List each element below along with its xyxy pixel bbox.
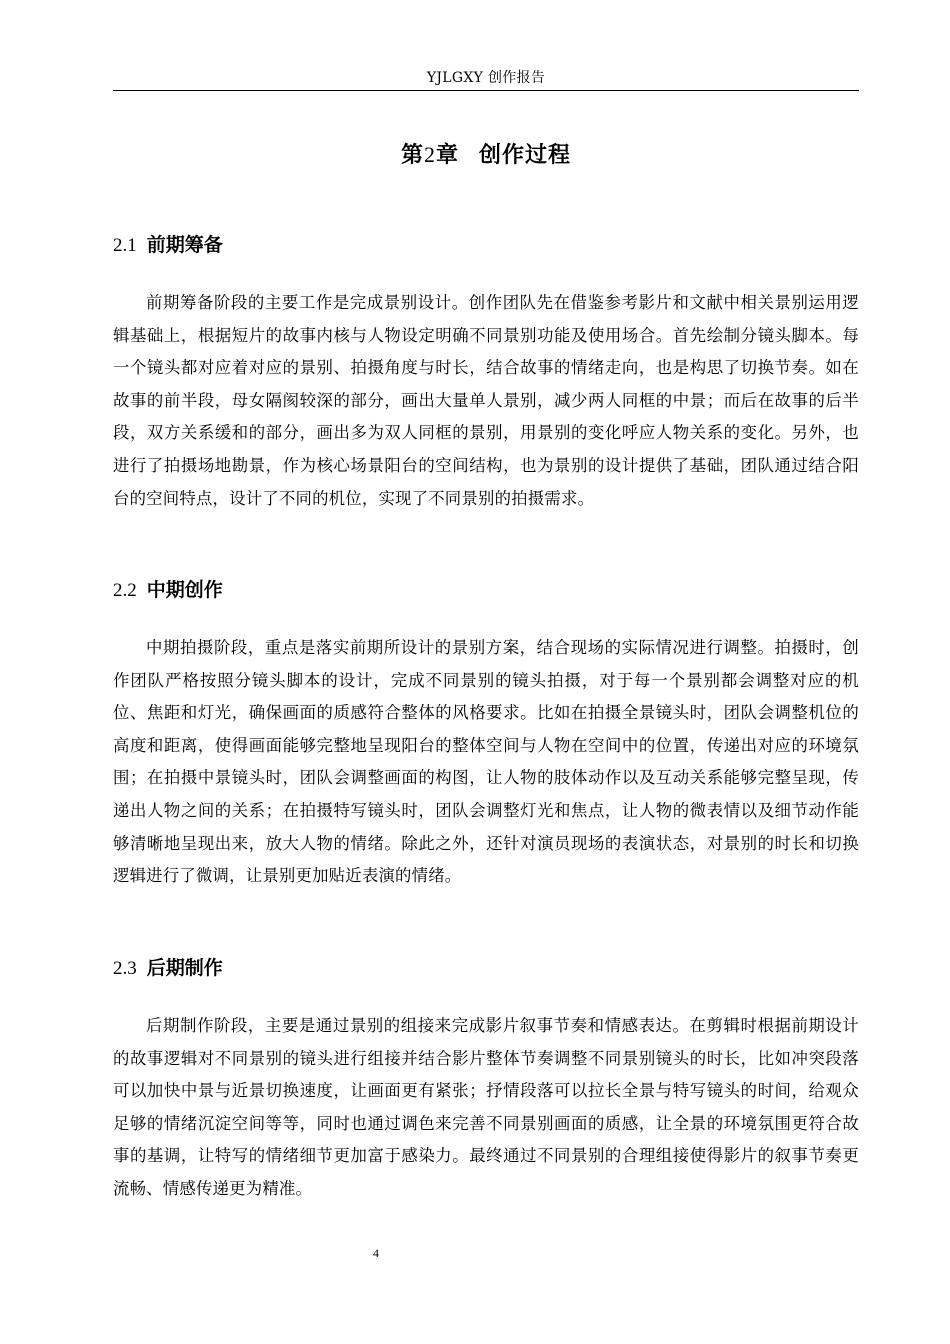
chapter-label-suffix: 章 xyxy=(435,143,459,168)
page-number: 4 xyxy=(373,1246,379,1260)
section-body-2-1: 前期筹备阶段的主要工作是完成景别设计。创作团队先在借鉴参考影片和文献中相关景别运用逻辑基础上，根据短片的故事内核与人物设定明确不同景别功能及使用场合。首先绘制分镜头脚本。每一个镜头都对应着对应的景别、拍摄角度与时长，结合故事的情绪走向，也是构思了切换节奏。如在故事的前半段，母女隔阂较深的部分，画出大量单人景别，减少两人同框的中景；而后在故事的后半段，双方关系缓和的部分，画出多为双人同框的景别，用景别的变化呼应人物关系的变化。另外，也进行了拍摄场地勘景，作为核心场景阳台的空间结构，也为景别的设计提供了基础，团队通过结合阳台的空间特点，设计了不同的机位，实现了不同景别的拍摄需求。 xyxy=(113,293,859,508)
chapter-number: 2 xyxy=(423,142,436,167)
header-rule xyxy=(113,90,859,91)
section-body-2-2: 中期拍摄阶段，重点是落实前期所设计的景别方案，结合现场的实际情况进行调整。拍摄时，创作团队严格按照分镜头脚本的设计，完成不同景别的镜头拍摄，对于每一个景别都会调整对应的机位、焦距和灯光，确保画面的质感符合整体的风格要求。比如在拍摄全景镜头时，团队会调整机位的高度和距离，使得画面能够完整地呈现阳台的整体空间与人物在空间中的位置，传递出对应的环境氛围；在拍摄中景镜头时，团队会调整画面的构图，让人物的肢体动作以及互动关系能够完整呈现，传递出人物之间的关系；在拍摄特写镜头时，团队会调整灯光和焦点，让人物的微表情以及细节动作能够清晰地呈现出来，放大人物的情绪。除此之外，还针对演员现场的表演状态，对景别的时长和切换逻辑进行了微调，让景别更加贴近表演的情绪。 xyxy=(113,638,859,886)
section-heading-2-1 xyxy=(113,232,859,259)
section-number: 2.2 xyxy=(113,580,137,601)
section-heading-2-3 xyxy=(113,955,859,982)
section-number: 2.1 xyxy=(113,235,137,256)
chapter-title xyxy=(113,140,859,171)
section-title: 中期创作 xyxy=(146,579,223,601)
running-header: YJLGXY 创作报告 xyxy=(426,70,546,86)
section-title: 前期筹备 xyxy=(146,234,223,256)
section-title: 后期制作 xyxy=(146,957,223,979)
section-number: 2.3 xyxy=(113,958,137,979)
section-body-2-3: 后期制作阶段，主要是通过景别的组接来完成影片叙事节奏和情感表达。在剪辑时根据前期设计的故事逻辑对不同景别的镜头进行组接并结合影片整体节奏调整不同景别镜头的时长，比如冲突段落可以加快中景与近景切换速度，让画面更有紧张；抒情段落可以拉长全景与特写镜头的时间，给观众足够的情绪沉淀空间等等，同时也通过调色来完善不同景别画面的质感，让全景的环境氛围更符合故事的基调，让特写的情绪细节更加富于感染力。最终通过不同景别的合理组接使得影片的叙事节奏更流畅、情感传递更为精准。 xyxy=(113,1016,859,1198)
section-heading-2-2 xyxy=(113,577,859,604)
chapter-label-prefix: 第 xyxy=(400,143,424,168)
chapter-title-text: 创作过程 xyxy=(479,143,572,168)
